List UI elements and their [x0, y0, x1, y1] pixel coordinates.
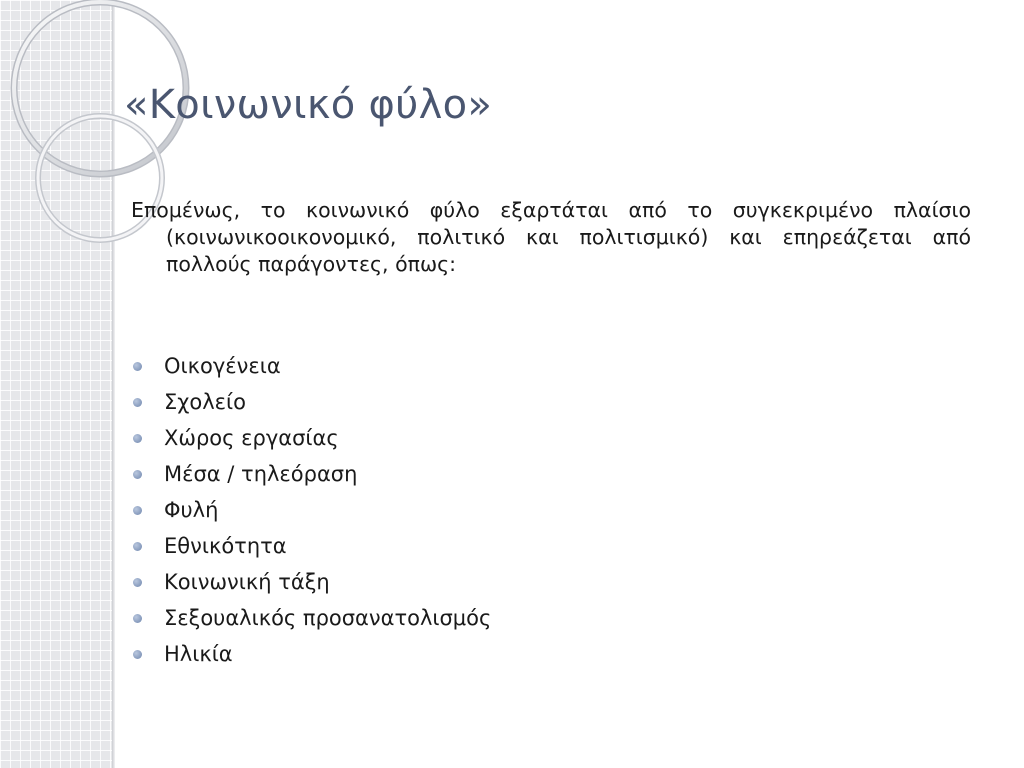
- list-item-label: Κοινωνική τάξη: [164, 570, 330, 594]
- bullet-dot-icon: [133, 362, 142, 371]
- list-item-label: Χώρος εργασίας: [164, 426, 339, 450]
- bullet-dot-icon: [133, 542, 142, 551]
- list-item-label: Εθνικότητα: [164, 534, 287, 558]
- intro-text: το κοινωνικό φύλο εξαρτάται από το συγκεκριμένο πλαίσιο (κοινωνικοοικονομικό, πολιτικό και πολιτισμικό) και επηρεάζεται από πολλούς παράγοντες, όπως:: [166, 198, 971, 276]
- list-item: [131, 600, 491, 636]
- list-item: [131, 420, 491, 456]
- list-item: [131, 528, 491, 564]
- list-item: [131, 384, 491, 420]
- list-item-label: Ηλικία: [164, 642, 233, 666]
- slide-title: «Κοινωνικό φύλο»: [124, 82, 493, 128]
- intro-paragraph: [131, 197, 971, 278]
- factor-list: [131, 348, 491, 672]
- bullet-dot-icon: [133, 506, 142, 515]
- bullet-dot-icon: [133, 614, 142, 623]
- list-item: [131, 636, 491, 672]
- list-item: [131, 348, 491, 384]
- list-item-label: Οικογένεια: [164, 354, 281, 378]
- list-item-label: Σεξουαλικός προσανατολισμός: [164, 606, 492, 630]
- bullet-dot-icon: [133, 650, 142, 659]
- bullet-dot-icon: [133, 470, 142, 479]
- list-item-label: Φυλή: [164, 498, 219, 522]
- list-item: [131, 492, 491, 528]
- list-item-label: Μέσα / τηλεόραση: [164, 462, 358, 486]
- list-item: [131, 564, 491, 600]
- bullet-dot-icon: [133, 434, 142, 443]
- list-item: [131, 456, 491, 492]
- bullet-dot-icon: [133, 398, 142, 407]
- intro-first-word: Επομένως,: [131, 198, 241, 222]
- list-item-label: Σχολείο: [164, 390, 246, 414]
- bullet-dot-icon: [133, 578, 142, 587]
